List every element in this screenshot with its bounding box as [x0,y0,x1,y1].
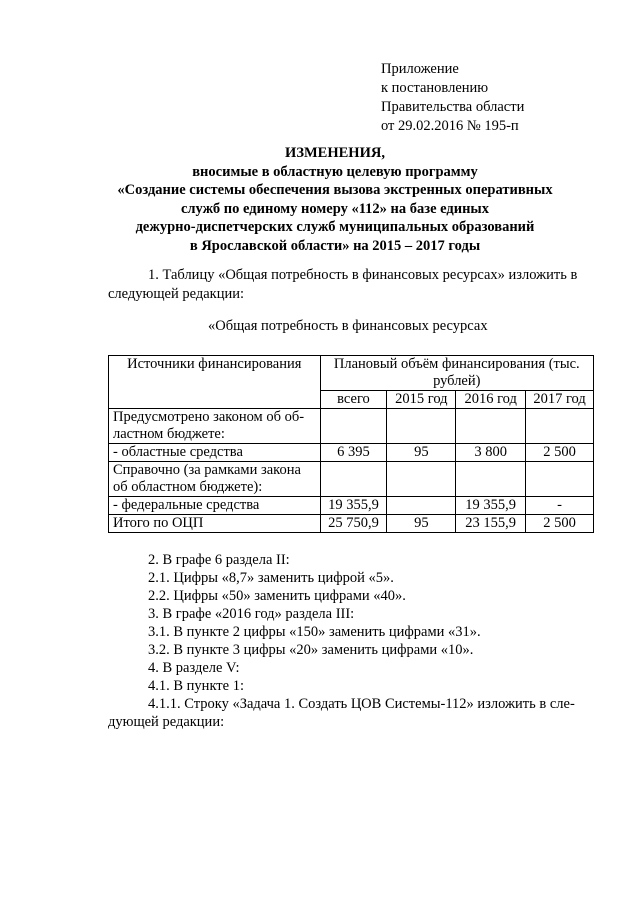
appendix-line: Приложение [381,61,459,77]
table-cell: 2 500 [526,515,594,533]
table-cell: 95 [387,515,456,533]
list-item: 3.1. В пункте 2 цифры «150» заменить цифрами «31». [148,624,481,640]
table-cell: 19 355,9 [320,497,387,515]
appendix-line: к постановлению [381,80,489,96]
document-title [100,144,570,255]
table-cell: 2 500 [526,444,594,462]
appendix-line: от 29.02.2016 № 195-п [381,118,519,134]
table-cell [526,462,594,497]
list-item: 4.1.1. Строку «Задача 1. Создать ЦОВ Системы-112» изложить в сле-дующей редакции: [108,696,575,730]
table-cell: 19 355,9 [456,497,526,515]
table-cell: Предусмотрено законом об об-ластном бюджете: [109,409,321,444]
table-cell: 95 [387,444,456,462]
table-cell [320,409,387,444]
table-cell: Итого по ОЦП [109,515,321,533]
table-cell: 3 800 [456,444,526,462]
table-cell [456,462,526,497]
paragraph-1: 1. Таблицу «Общая потребность в финансовых ресурсах» изложить в следующей редакции: [108,267,578,302]
table-cell [387,462,456,497]
header-planned: Плановый объём финансирования (тыс. рублей) [320,356,593,391]
list-item: 3.2. В пункте 3 цифры «20» заменить цифрами «10». [148,642,474,658]
table-cell [387,409,456,444]
table-title: «Общая потребность в финансовых ресурсах [208,318,488,334]
subheader-cell: 2017 год [526,391,594,409]
title-line: вносимые в областную целевую программу [192,163,478,180]
subheader-cell: всего [320,391,387,409]
table-cell: 25 750,9 [320,515,387,533]
table-cell: Справочно (за рамками закона об областном бюджете): [109,462,321,497]
appendix-block [381,60,524,136]
table-cell [387,497,456,515]
appendix-line: Правительства области [381,99,525,115]
table-cell [456,409,526,444]
table-row [109,409,594,444]
table-row [109,444,594,462]
table-row [109,462,594,497]
subheader-cell: 2016 год [456,391,526,409]
list-item: 3. В графе «2016 год» раздела III: [148,606,355,622]
title-line: ИЗМЕНЕНИЯ, [285,145,385,161]
header-sources: Источники финансирования [109,356,321,409]
title-line: в Ярославской области» на 2015 – 2017 годы [189,237,481,254]
subheader-cell: 2015 год [387,391,456,409]
list-item: 4.1. В пункте 1: [148,678,244,694]
list-item: 4. В разделе V: [148,660,240,676]
table-cell: 23 155,9 [456,515,526,533]
table-cell: - областные средства [109,444,321,462]
table-cell: - [526,497,594,515]
list-item: 2.2. Цифры «50» заменить цифрами «40». [148,588,406,604]
table-cell: 6 395 [320,444,387,462]
list-item: 2. В графе 6 раздела II: [148,552,290,568]
table-header-row [109,356,594,391]
financing-table [108,355,594,533]
table-row [109,515,594,533]
table-cell [526,409,594,444]
list-item: 2.1. Цифры «8,7» заменить цифрой «5». [148,570,394,586]
table-row [109,497,594,515]
table-cell: - федеральные средства [109,497,321,515]
title-line: дежурно-диспетчерских служб муниципальных образований [135,219,535,235]
title-line: служб по единому номеру «112» на базе единых [180,200,489,217]
title-line: «Создание системы обеспечения вызова экстренных оперативных [117,182,553,198]
amendment-list [108,551,583,731]
table-cell [320,462,387,497]
